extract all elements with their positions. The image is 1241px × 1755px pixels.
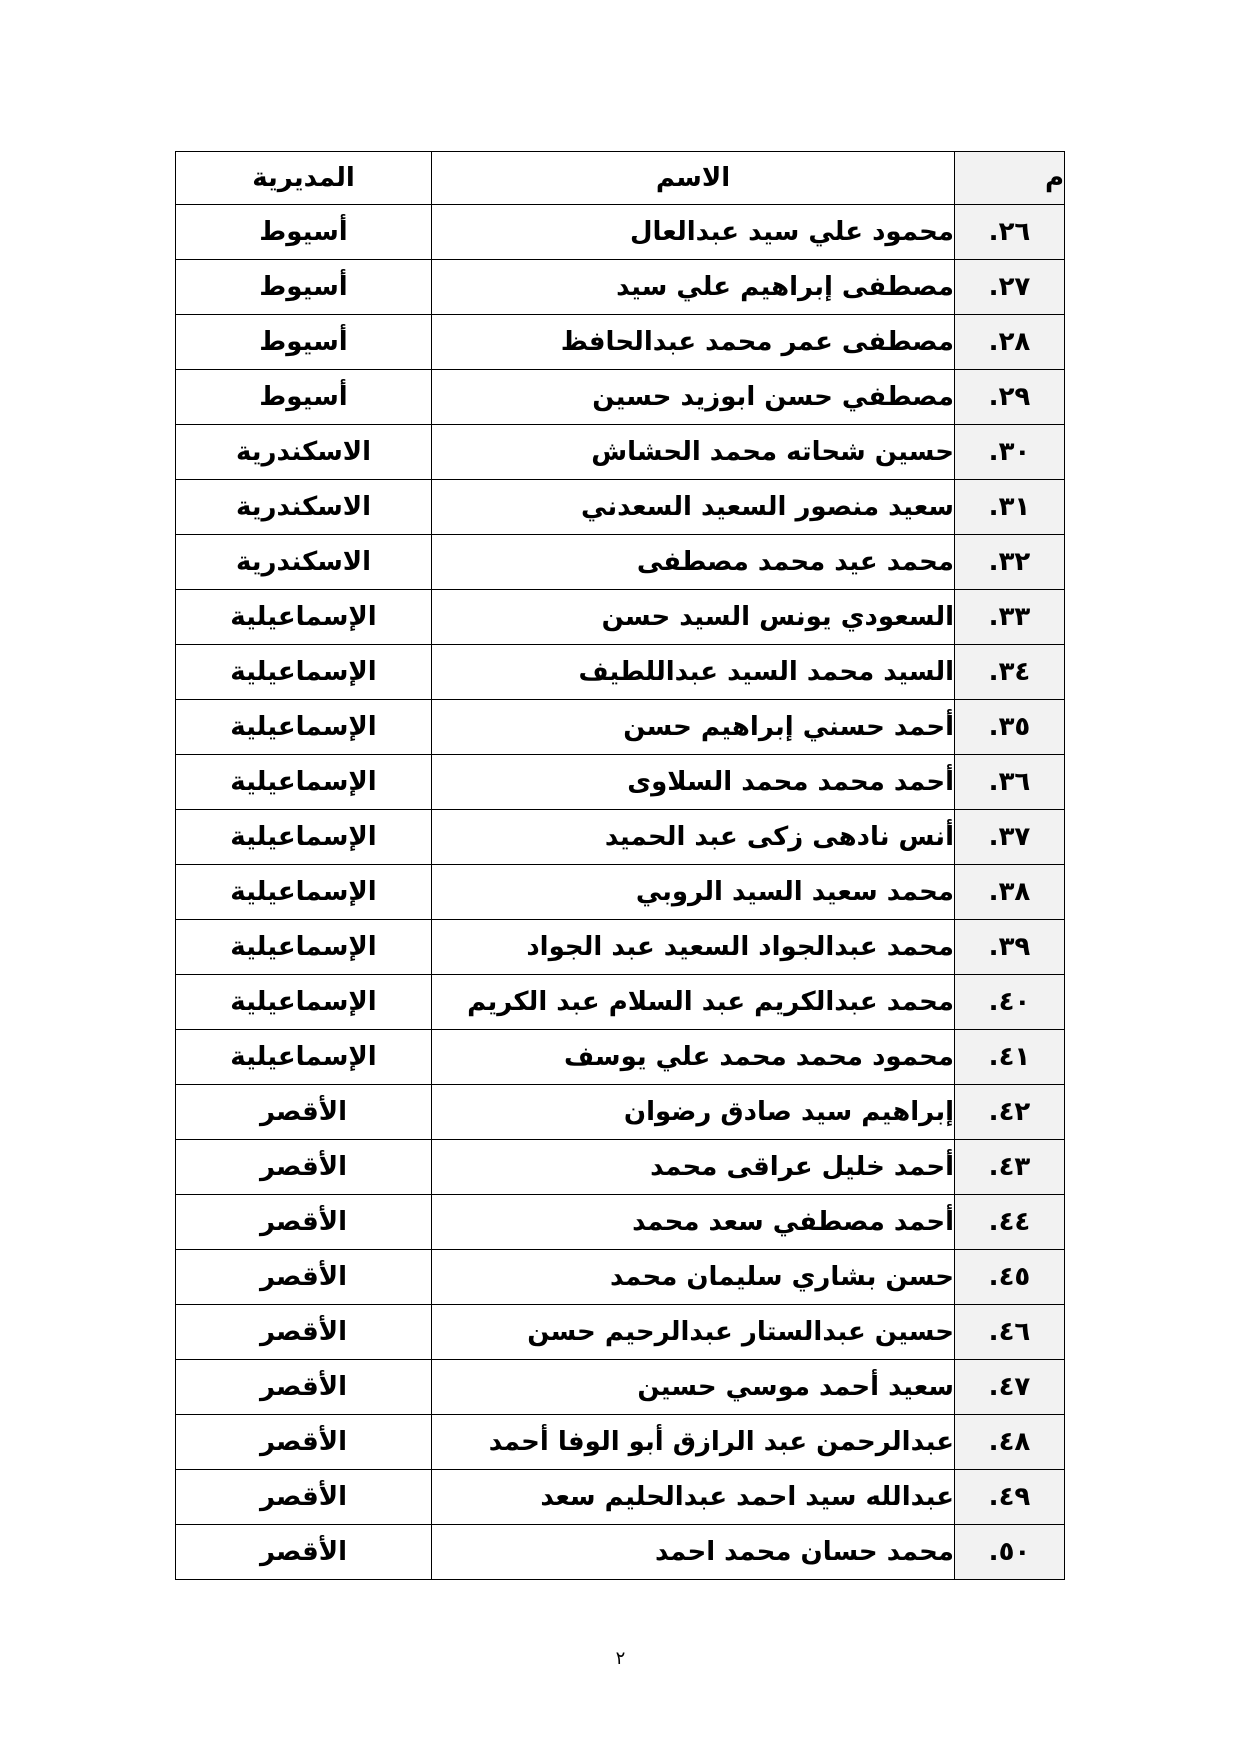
row-number: ٣٨.: [955, 865, 1065, 920]
row-directorate: الإسماعيلية: [176, 590, 432, 645]
row-directorate: الاسكندرية: [176, 480, 432, 535]
row-name: أنس نادهى زكى عبد الحميد: [432, 810, 955, 865]
row-directorate: الإسماعيلية: [176, 810, 432, 865]
row-number: ٤٣.: [955, 1140, 1065, 1195]
table-header-row: [176, 152, 1065, 205]
table-row: [176, 1525, 1065, 1580]
row-directorate: الإسماعيلية: [176, 975, 432, 1030]
row-directorate: الأقصر: [176, 1195, 432, 1250]
row-directorate: الاسكندرية: [176, 535, 432, 590]
row-name: محمد عيد محمد مصطفى: [432, 535, 955, 590]
table-row: [176, 1470, 1065, 1525]
row-number: ٣٦.: [955, 755, 1065, 810]
table-row: [176, 645, 1065, 700]
row-number: ٥٠.: [955, 1525, 1065, 1580]
row-name: أحمد مصطفي سعد محمد: [432, 1195, 955, 1250]
header-number: م: [955, 152, 1065, 205]
header-name: الاسم: [432, 152, 955, 205]
row-name: عبدالله سيد احمد عبدالحليم سعد: [432, 1470, 955, 1525]
row-number: ٢٨.: [955, 315, 1065, 370]
row-number: ٤٠.: [955, 975, 1065, 1030]
table-body: [176, 205, 1065, 1580]
row-number: ٢٩.: [955, 370, 1065, 425]
row-number: ٣٠.: [955, 425, 1065, 480]
row-name: حسين شحاته محمد الحشاش: [432, 425, 955, 480]
row-directorate: الأقصر: [176, 1470, 432, 1525]
row-directorate: الإسماعيلية: [176, 755, 432, 810]
row-number: ٣٧.: [955, 810, 1065, 865]
row-number: ٤٧.: [955, 1360, 1065, 1415]
row-directorate: الأقصر: [176, 1415, 432, 1470]
row-name: مصطفي حسن ابوزيد حسين: [432, 370, 955, 425]
table-row: [176, 1360, 1065, 1415]
row-directorate: أسيوط: [176, 315, 432, 370]
table-row: [176, 1085, 1065, 1140]
table-row: [176, 205, 1065, 260]
row-number: ٣٥.: [955, 700, 1065, 755]
row-number: ٤٢.: [955, 1085, 1065, 1140]
row-name: أحمد خليل عراقى محمد: [432, 1140, 955, 1195]
row-name: حسن بشاري سليمان محمد: [432, 1250, 955, 1305]
row-directorate: الأقصر: [176, 1085, 432, 1140]
row-directorate: الأقصر: [176, 1525, 432, 1580]
row-number: ٤١.: [955, 1030, 1065, 1085]
row-name: مصطفى عمر محمد عبدالحافظ: [432, 315, 955, 370]
table-row: [176, 260, 1065, 315]
row-name: محمود محمد محمد علي يوسف: [432, 1030, 955, 1085]
table-row: [176, 1030, 1065, 1085]
table-row: [176, 865, 1065, 920]
row-directorate: الأقصر: [176, 1305, 432, 1360]
table-row: [176, 315, 1065, 370]
table-row: [176, 1195, 1065, 1250]
row-number: ٣١.: [955, 480, 1065, 535]
row-directorate: الأقصر: [176, 1250, 432, 1305]
row-name: محمد عبدالجواد السعيد عبد الجواد: [432, 920, 955, 975]
row-number: ٣٩.: [955, 920, 1065, 975]
row-name: إبراهيم سيد صادق رضوان: [432, 1085, 955, 1140]
row-number: ٣٤.: [955, 645, 1065, 700]
row-directorate: أسيوط: [176, 370, 432, 425]
row-number: ٢٧.: [955, 260, 1065, 315]
row-directorate: أسيوط: [176, 205, 432, 260]
row-name: محمود علي سيد عبدالعال: [432, 205, 955, 260]
row-directorate: الأقصر: [176, 1360, 432, 1415]
table-row: [176, 700, 1065, 755]
row-name: محمد حسان محمد احمد: [432, 1525, 955, 1580]
row-directorate: أسيوط: [176, 260, 432, 315]
table-row: [176, 975, 1065, 1030]
row-number: ٣٣.: [955, 590, 1065, 645]
row-directorate: الاسكندرية: [176, 425, 432, 480]
row-directorate: الإسماعيلية: [176, 700, 432, 755]
row-name: مصطفى إبراهيم علي سيد: [432, 260, 955, 315]
row-directorate: الأقصر: [176, 1140, 432, 1195]
table-row: [176, 1140, 1065, 1195]
row-number: ٤٤.: [955, 1195, 1065, 1250]
page-number: ٢: [615, 1648, 626, 1669]
row-directorate: الإسماعيلية: [176, 865, 432, 920]
row-name: محمد عبدالكريم عبد السلام عبد الكريم: [432, 975, 955, 1030]
table-row: [176, 755, 1065, 810]
row-number: ٤٦.: [955, 1305, 1065, 1360]
row-directorate: الإسماعيلية: [176, 920, 432, 975]
row-name: عبدالرحمن عبد الرازق أبو الوفا أحمد: [432, 1415, 955, 1470]
table-row: [176, 370, 1065, 425]
table-row: [176, 590, 1065, 645]
table-row: [176, 1305, 1065, 1360]
row-number: ٤٥.: [955, 1250, 1065, 1305]
row-name: السيد محمد السيد عبداللطيف: [432, 645, 955, 700]
table-row: [176, 425, 1065, 480]
row-number: ٤٩.: [955, 1470, 1065, 1525]
row-directorate: الإسماعيلية: [176, 1030, 432, 1085]
table-row: [176, 810, 1065, 865]
header-directorate: المديرية: [176, 152, 432, 205]
table-row: [176, 535, 1065, 590]
table-row: [176, 1415, 1065, 1470]
row-number: ٢٦.: [955, 205, 1065, 260]
row-name: محمد سعيد السيد الروبي: [432, 865, 955, 920]
names-table: [175, 151, 1065, 1580]
table-row: [176, 1250, 1065, 1305]
row-name: حسين عبدالستار عبدالرحيم حسن: [432, 1305, 955, 1360]
row-name: السعودي يونس السيد حسن: [432, 590, 955, 645]
row-directorate: الإسماعيلية: [176, 645, 432, 700]
row-name: أحمد محمد محمد السلاوى: [432, 755, 955, 810]
row-name: سعيد أحمد موسي حسين: [432, 1360, 955, 1415]
row-number: ٣٢.: [955, 535, 1065, 590]
table-row: [176, 920, 1065, 975]
table-row: [176, 480, 1065, 535]
row-name: سعيد منصور السعيد السعدني: [432, 480, 955, 535]
row-name: أحمد حسني إبراهيم حسن: [432, 700, 955, 755]
row-number: ٤٨.: [955, 1415, 1065, 1470]
